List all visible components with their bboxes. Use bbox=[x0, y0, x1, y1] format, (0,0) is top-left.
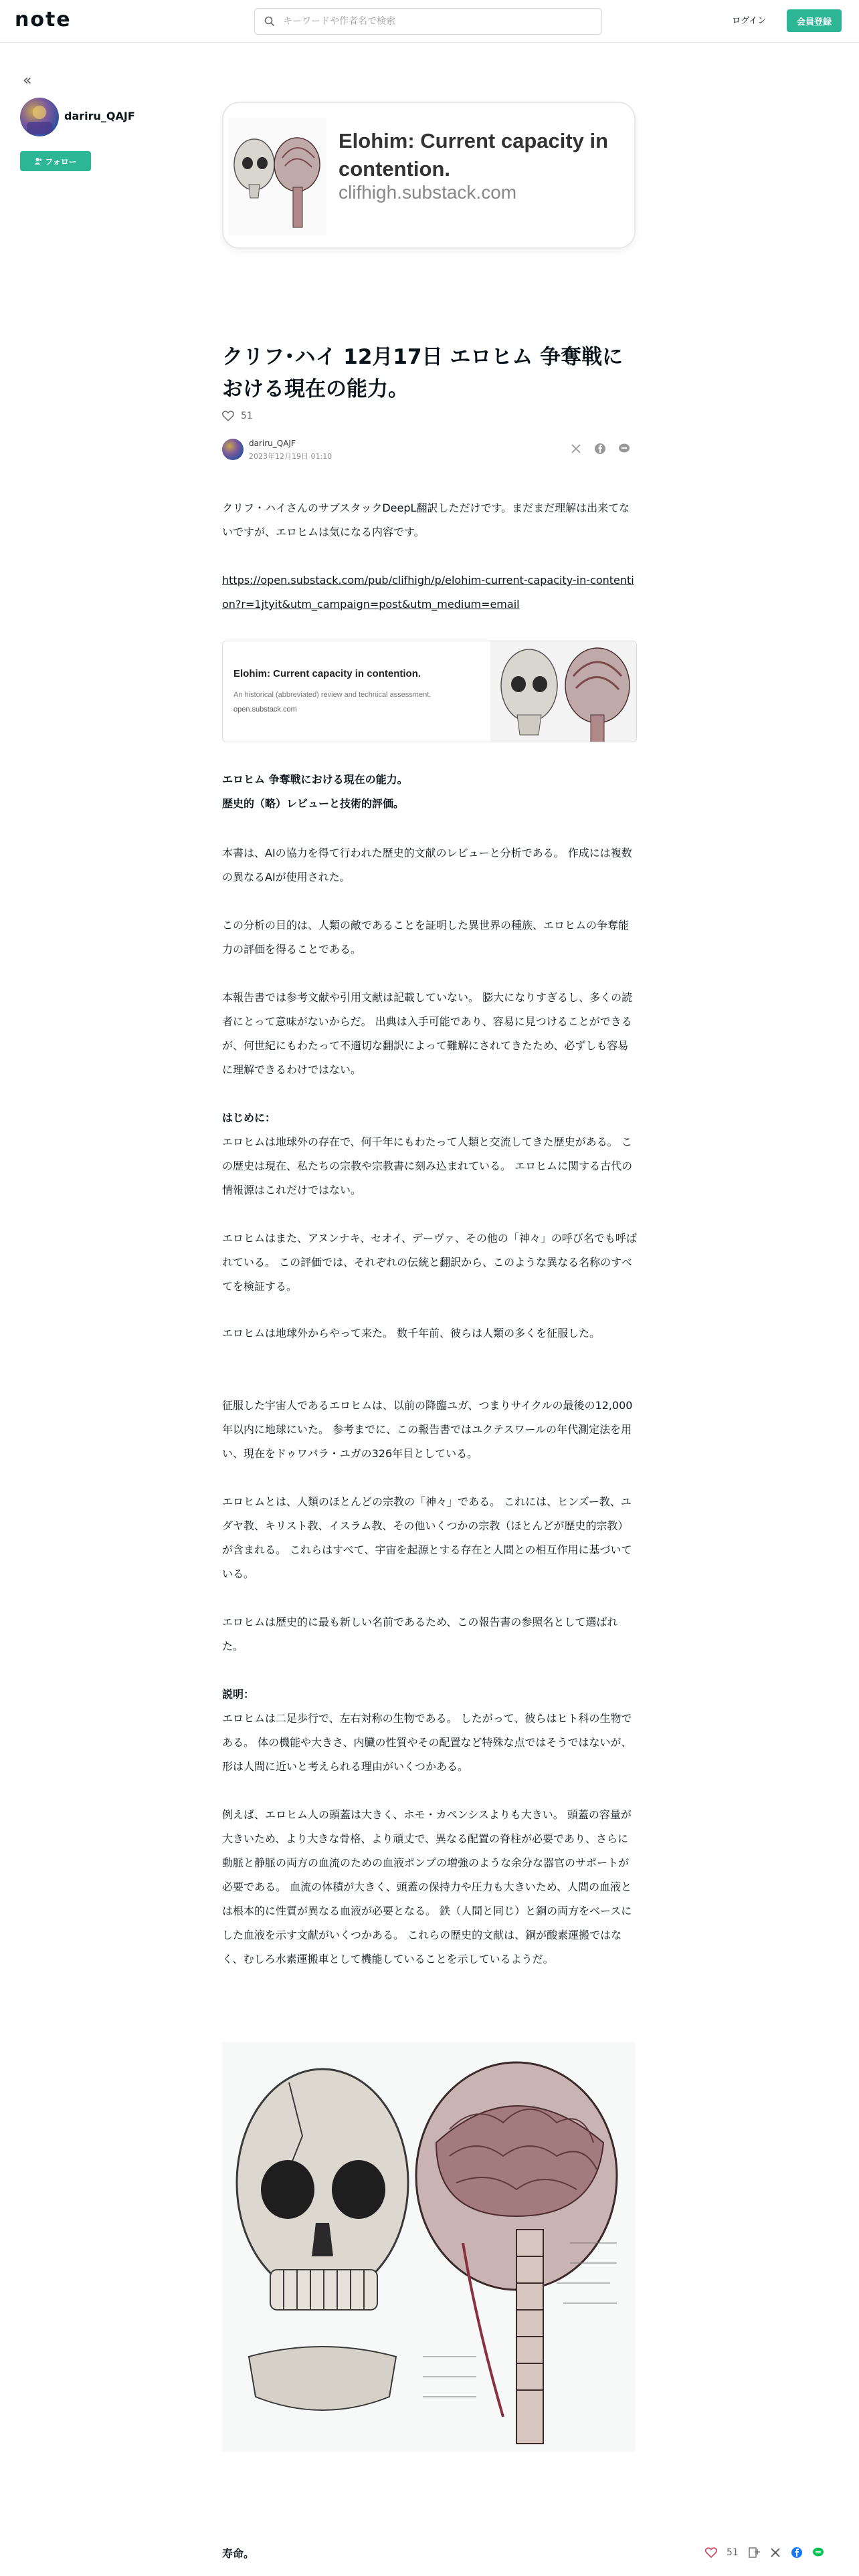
bottom-like-count: 51 bbox=[727, 2547, 739, 2558]
publish-date: 2023年12月19日 01:10 bbox=[249, 452, 332, 461]
search-input[interactable] bbox=[283, 16, 591, 27]
like-count: 51 bbox=[241, 411, 253, 421]
paragraph: エロヒムは二足歩行で、左右対称の生物である。 したがって、彼らはヒト科の生物である。 体の機能や大きさ、内臓の性質やその配置など特殊な点ではそうではないが、形は人間に近いと考えられる理由がいくつかある。 bbox=[222, 1712, 632, 1773]
share-bar bbox=[570, 443, 630, 455]
heading-description: 説明： bbox=[222, 1688, 255, 1701]
signup-button[interactable]: 会員登録 bbox=[787, 9, 842, 32]
heart-icon[interactable] bbox=[705, 2547, 717, 2558]
paragraph: エロヒムとは、人類のほとんどの宗教の「神々」である。 これには、ヒンズー教、ユダヤ教、キリスト教、イスラム教、その他いくつかの宗教（ほとんどが歴史的宗教）が含まれる。 これらはすべて、宇宙を起源とする存在と人間との相互作用に基づいている。 bbox=[222, 1495, 632, 1580]
avatar[interactable] bbox=[20, 98, 59, 136]
paragraph: 征服した宇宙人であるエロヒムは、以前の降臨ユガ、つまりサイクルの最後の12,000年以内に地球にいた。 参考までに、この報告書ではユクテスワールの年代測定法を用い、現在をドゥワパラ・ユガの326年目としている。 bbox=[222, 1399, 633, 1460]
heart-icon[interactable] bbox=[222, 411, 234, 421]
byline-avatar[interactable] bbox=[222, 439, 244, 460]
page-title: クリフ･ハイ 12月17日 エロヒム 争奪戦における現在の能力。 bbox=[222, 345, 624, 401]
follow-label: フォロー bbox=[45, 156, 77, 167]
paragraph: クリフ・ハイさんのサブスタックDeepL翻訳しただけです。まだまだ理解は出来てないですが、エロヒムは気になる内容です。 bbox=[222, 502, 630, 538]
section-title bbox=[222, 768, 637, 816]
facebook-share-icon[interactable] bbox=[594, 443, 606, 455]
section-heading-lifespan: 寿命。 bbox=[222, 2547, 255, 2560]
paragraph: 本書は、AIの協力を得て行われた歴史的文献のレビューと分析である。 作成には複数の異なるAIが使用された。 bbox=[222, 847, 632, 883]
embed-domain: clifhigh.substack.com bbox=[339, 182, 517, 203]
x-share-icon[interactable] bbox=[769, 2547, 781, 2559]
author-name[interactable]: dariru_QAJF bbox=[64, 110, 135, 122]
collapse-sidebar-icon[interactable]: « bbox=[23, 72, 32, 89]
line-share-icon[interactable] bbox=[812, 2547, 824, 2559]
link-card-url: open.substack.com bbox=[233, 706, 297, 714]
paragraph: エロヒムは歴史的に最も新しい名前であるため、この報告書の参照名として選ばれた。 bbox=[222, 1616, 618, 1652]
paragraph: 本報告書では参考文献や引用文献は記載していない。 膨大になりすぎるし、多くの読者にとって意味がないからだ。 出典は入手可能であり、容易に見つけることができるが、何世紀にもわたって不適切な翻訳によって難解にされてきたため、必ずしも容易に理解できるわけではない。 bbox=[222, 991, 633, 1076]
facebook-share-icon[interactable] bbox=[791, 2547, 803, 2559]
avatar-art-icon bbox=[20, 98, 59, 136]
x-share-icon[interactable] bbox=[570, 443, 582, 455]
line-share-icon[interactable] bbox=[618, 443, 630, 455]
section-title-line1: エロヒム 争奪戦における現在の能力。 bbox=[222, 773, 408, 786]
person-add-icon bbox=[34, 157, 42, 165]
paragraph: エロヒムは地球外の存在で、何千年にもわたって人類と交流してきた歴史がある。 この歴史は現在、私たちの宗教や宗教書に刻み込まれている。 エロヒムに関する古代の情報源はこれだけではない。 bbox=[222, 1136, 633, 1196]
login-link[interactable]: ログイン bbox=[732, 16, 767, 26]
byline-author[interactable]: dariru_QAJF bbox=[249, 439, 296, 448]
skull-thumbnail bbox=[229, 118, 326, 235]
source-link-paragraph bbox=[222, 568, 637, 617]
search-icon bbox=[264, 16, 275, 27]
heading-introduction: はじめに： bbox=[222, 1111, 276, 1124]
follow-button[interactable] bbox=[20, 151, 91, 171]
skull-anatomy-image[interactable] bbox=[222, 2042, 636, 2452]
substack-embed-card[interactable] bbox=[222, 102, 636, 249]
bottom-action-bar bbox=[705, 2547, 824, 2559]
search-box[interactable] bbox=[254, 8, 602, 35]
top-header bbox=[0, 0, 859, 43]
paragraph: 例えば、エロヒム人の頭蓋は大きく、ホモ・カペンシスよりも大きい。 頭蓋の容量が大きいため、より大きな骨格、より頑丈で、異なる配置の脊柱が必要であり、さらに動脈と静脈の両方の血流のための血液ポンプの増強のような余分な器官のサポートが必要である。 血流の体積が大きく、頭蓋の保持力や圧力も大きいため、人間の血液とは根本的に性質が異なる血液が必要となる。 鉄（人間と同じ）と銅の両方をベースにした血液を示す文献がいくつかある。 これらの歴史的文献は、銅が酸素運搬ではなく、むしろ水素運搬車として機能していることを示しているようだ。 bbox=[222, 1808, 632, 1965]
paragraph: この分析の目的は、人類の敵であることを証明した異世界の種族、エロヒムの争奪能力の評価を得ることである。 bbox=[222, 919, 630, 956]
link-card-title: Elohim: Current capacity in contention. bbox=[233, 668, 421, 679]
note-logo[interactable]: note bbox=[15, 8, 72, 31]
paragraph: エロヒムはまた、アヌンナキ、セオイ、デーヴァ、その他の「神々」の呼び名でも呼ばれている。 この評価では、それぞれの伝統と翻訳から、このような異なる名称のすべてを検証する。 bbox=[222, 1232, 637, 1293]
source-link[interactable]: https://open.substack.com/pub/clifhigh/p/elohim-current-capacity-in-contention?r=1jtyit&utm_campaign=post&utm_medium=email bbox=[222, 574, 634, 611]
paragraph: エロヒムは地球外からやって来た。 数千年前、彼らは人類の多くを征服した。 bbox=[222, 1327, 601, 1339]
like-counter[interactable] bbox=[222, 411, 253, 421]
magazine-add-icon[interactable] bbox=[748, 2547, 760, 2559]
section-title-line2: 歴史的（略）レビューと技術的評価。 bbox=[222, 797, 405, 810]
link-card-thumbnail bbox=[490, 641, 637, 742]
link-card-description: An historical (abbreviated) review and technical assessment. bbox=[233, 691, 432, 699]
substack-link-card[interactable] bbox=[222, 641, 637, 742]
embed-title: Elohim: Current capacity in contention. bbox=[339, 129, 609, 181]
